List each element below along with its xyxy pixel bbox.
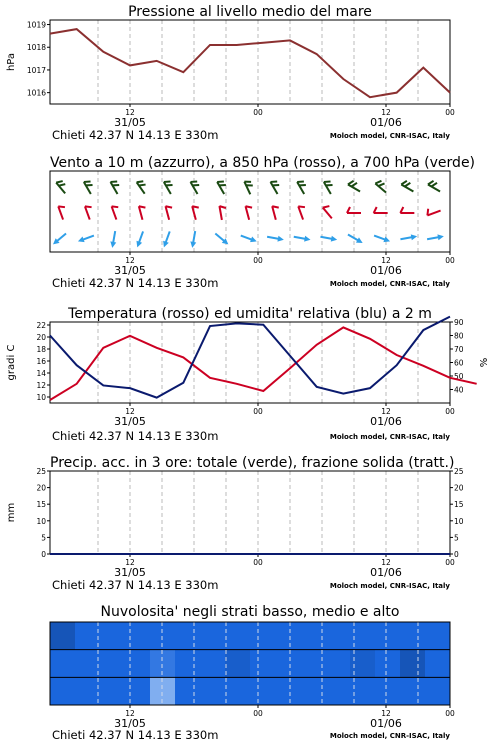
cloud-cell: [150, 677, 176, 705]
wind-barb: [164, 179, 176, 194]
y-tick-label: 20: [454, 483, 464, 493]
cloud-cell: [175, 622, 201, 650]
date-label: 01/06: [370, 264, 402, 277]
wind-barb: [427, 233, 445, 242]
cloud-cell: [175, 677, 201, 705]
x-tick-label: 00: [445, 256, 455, 265]
wind-barb-stroke: [298, 206, 303, 219]
cloud-cell: [125, 650, 151, 678]
wind-barb-stroke: [139, 206, 143, 220]
location-label: Chieti 42.37 N 14.13 E 330m: [52, 128, 219, 142]
wind-barb: [240, 233, 258, 244]
wind-barb: [112, 204, 122, 219]
wind-barb-stroke: [112, 206, 117, 219]
temperature-title: Temperatura (rosso) ed umidita' relativa (blu) a 2 m: [68, 306, 432, 322]
cloud-cell: [175, 650, 201, 678]
cloud-cell: [425, 650, 451, 678]
wind-barb-stroke: [58, 206, 63, 219]
cloud-cell: [150, 650, 176, 678]
pressure-chart: [0, 4, 500, 144]
cloud-cell: [250, 622, 276, 650]
location-label: Chieti 42.37 N 14.13 E 330m: [52, 276, 219, 290]
y-tick-label: 40: [454, 385, 464, 395]
wind-barb-stroke: [331, 236, 338, 243]
wind-barb-stroke: [111, 182, 118, 194]
cloud-cell: [200, 650, 226, 678]
temperature-frame: [50, 322, 450, 403]
cloud-cell: [50, 677, 76, 705]
wind-barb: [346, 232, 364, 246]
y-tick-label: 25: [454, 467, 464, 476]
x-tick-label: 00: [253, 558, 263, 567]
wind-barb: [111, 179, 123, 194]
date-label: 31/05: [114, 566, 146, 579]
y-tick-label: 0: [454, 550, 459, 559]
wind-barb: [84, 179, 96, 194]
cloud-cell: [100, 622, 126, 650]
wind-barb: [246, 205, 255, 220]
x-tick-label: 12: [381, 108, 391, 117]
credit-label: Moloch model, CNR-ISAC, Italy: [329, 280, 450, 288]
x-tick-label: 12: [381, 709, 391, 718]
y-tick-label: 22: [36, 321, 46, 330]
y-tick-label: 70: [454, 345, 464, 354]
x-tick-label: 00: [445, 407, 455, 416]
precip-frame: [50, 471, 450, 554]
temperature-panel: [0, 306, 500, 446]
wind-barb: [109, 231, 118, 249]
cloud-cell: [375, 677, 401, 705]
temperature-line: [50, 327, 477, 400]
wind-barb: [348, 179, 363, 191]
wind-title: Vento a 10 m (azzurro), a 850 hPa (rosso), a 700 hPa (verde): [50, 155, 476, 171]
date-label: 31/05: [114, 415, 146, 428]
wind-barb-stroke: [109, 241, 116, 248]
precip-title: Precip. acc. in 3 ore: totale (verde), frazione solida (tratt.): [50, 455, 455, 471]
credit-label: Moloch model, CNR-ISAC, Italy: [329, 582, 450, 590]
temperature-chart: [0, 306, 500, 446]
wind-barb: [293, 234, 311, 243]
y-tick-label: 90: [454, 318, 464, 327]
wind-barb: [85, 204, 95, 219]
cloud-cell: [125, 622, 151, 650]
x-tick-label: 12: [125, 256, 135, 265]
wind-barb: [192, 205, 201, 220]
cloud-cell: [225, 677, 251, 705]
x-tick-label: 00: [253, 709, 263, 718]
cloud-cell: [325, 622, 351, 650]
cloud-cell: [400, 622, 426, 650]
cloud-cell: [100, 650, 126, 678]
date-label: 01/06: [370, 717, 402, 730]
wind-barb: [400, 233, 418, 242]
wind-chart: [0, 155, 500, 295]
wind-barb-stroke: [271, 182, 278, 194]
x-tick-label: 12: [381, 407, 391, 416]
y-axis-label: mm: [6, 502, 17, 523]
x-tick-label: 00: [253, 256, 263, 265]
wind-barb: [189, 231, 198, 249]
wind-barb: [272, 205, 281, 220]
wind-barb: [137, 179, 150, 194]
y-tick-label: 15: [36, 500, 46, 510]
wind-barb: [139, 205, 148, 220]
cloud-cell: [200, 677, 226, 705]
y-tick-label: 50: [454, 372, 464, 381]
y-tick-label: 16: [36, 357, 46, 366]
humidity-line: [50, 317, 450, 398]
x-tick-label: 12: [125, 108, 135, 117]
wind-barb-stroke: [277, 236, 284, 243]
cloud-cell: [125, 677, 151, 705]
location-label: Chieti 42.37 N 14.13 E 330m: [52, 578, 219, 592]
cloud-cell: [225, 622, 251, 650]
cloud-cell: [325, 677, 351, 705]
wind-barb: [77, 233, 95, 244]
y-axis-label: hPa: [6, 52, 17, 72]
wind-barb-stroke: [250, 237, 258, 245]
x-tick-label: 12: [381, 256, 391, 265]
date-label: 31/05: [114, 717, 146, 730]
cloud-cell: [425, 677, 451, 705]
wind-barb-stroke: [437, 233, 444, 240]
wind-barb: [161, 230, 172, 248]
y-tick-label: 1016: [26, 88, 46, 98]
location-label: Chieti 42.37 N 14.13 E 330m: [52, 429, 219, 443]
wind-barb-stroke: [134, 241, 142, 249]
wind-barb: [375, 179, 390, 193]
y-tick-label: 1017: [26, 65, 46, 75]
cloud-cell: [75, 650, 101, 678]
credit-label: Moloch model, CNR-ISAC, Italy: [329, 732, 450, 740]
wind-barb-stroke: [217, 182, 224, 194]
pressure-panel: [0, 4, 500, 144]
cloud-cell: [200, 622, 226, 650]
wind-barb: [298, 204, 308, 219]
cloud-cell: [325, 650, 351, 678]
wind-barb-stroke: [383, 237, 391, 245]
cloud-cell: [425, 622, 451, 650]
wind-barb: [213, 231, 230, 247]
cloud-cell: [250, 677, 276, 705]
cloud-cell: [375, 622, 401, 650]
wind-barb: [191, 179, 203, 194]
wind-barb-stroke: [356, 237, 364, 245]
cloud-cell: [275, 622, 301, 650]
y-tick-label: 20: [36, 483, 46, 493]
date-label: 01/06: [370, 415, 402, 428]
y-tick-label: 1019: [26, 20, 46, 30]
x-tick-label: 00: [445, 108, 455, 117]
wind-barb: [271, 179, 283, 194]
cloud-cell: [400, 677, 426, 705]
wind-barb: [244, 179, 255, 194]
wind-barb-stroke: [427, 211, 440, 216]
date-label: 31/05: [114, 116, 146, 129]
cloud-cell: [50, 650, 76, 678]
wind-barb: [56, 179, 70, 194]
precip-chart: [0, 455, 500, 595]
wind-barb: [58, 204, 68, 219]
cloud-cell: [150, 622, 176, 650]
y-tick-label: 12: [36, 381, 46, 390]
cloud-cell: [250, 650, 276, 678]
y-tick-label: 80: [454, 331, 464, 341]
wind-barb-stroke: [189, 241, 196, 248]
y-tick-label: 10: [36, 516, 46, 526]
cloud-cell: [275, 677, 301, 705]
cloud-cell: [275, 650, 301, 678]
wind-barb: [320, 234, 338, 243]
wind-barb-stroke: [166, 206, 170, 220]
cloud-panel: [0, 604, 500, 750]
wind-barb: [425, 205, 440, 215]
wind-barb: [428, 179, 443, 191]
y-tick-label: 14: [36, 369, 46, 378]
cloud-cell: [75, 622, 101, 650]
y-tick-label: 5: [454, 533, 459, 543]
credit-label: Moloch model, CNR-ISAC, Italy: [329, 132, 450, 140]
wind-barb: [373, 233, 391, 244]
date-label: 01/06: [370, 566, 402, 579]
pressure-frame: [50, 20, 450, 104]
cloud-cell: [225, 650, 251, 678]
x-tick-label: 12: [125, 407, 135, 416]
y-tick-label: 0: [41, 550, 46, 559]
precip-panel: [0, 455, 500, 595]
x-tick-label: 00: [445, 709, 455, 718]
y-tick-label: 5: [41, 533, 46, 543]
x-tick-label: 12: [381, 558, 391, 567]
wind-barb-stroke: [164, 182, 171, 194]
y-tick-label: 25: [36, 467, 46, 476]
y-tick-label: 10: [454, 516, 464, 526]
y-tick-label: 10: [36, 393, 46, 402]
wind-barb: [323, 204, 337, 219]
wind-barb: [400, 207, 414, 213]
wind-barb-stroke: [244, 182, 250, 195]
x-tick-label: 00: [253, 108, 263, 117]
wind-barb: [219, 205, 227, 220]
wind-barb-stroke: [411, 233, 418, 240]
y-axis-label: gradi C: [6, 344, 17, 381]
y-tick-label: 18: [36, 345, 46, 354]
pressure-title: Pressione al livello medio del mare: [128, 4, 372, 20]
x-tick-label: 00: [445, 558, 455, 567]
x-tick-label: 12: [125, 709, 135, 718]
y-axis-label-right: %: [479, 357, 490, 368]
credit-label: Moloch model, CNR-ISAC, Italy: [329, 433, 450, 441]
wind-barb: [267, 234, 285, 243]
wind-barb: [297, 179, 309, 194]
location-label: Chieti 42.37 N 14.13 E 330m: [52, 728, 219, 742]
y-tick-label: 20: [36, 333, 46, 342]
wind-barb-stroke: [304, 236, 311, 243]
wind-barb: [217, 179, 229, 194]
wind-panel: [0, 155, 500, 295]
cloud-cell: [100, 677, 126, 705]
wind-barb-stroke: [324, 182, 331, 194]
y-tick-label: 1018: [26, 43, 46, 53]
wind-barb-stroke: [297, 182, 304, 194]
cloud-cell: [400, 650, 426, 678]
y-tick-label: 60: [454, 358, 464, 368]
wind-barb: [166, 205, 175, 220]
wind-barb-stroke: [323, 208, 332, 219]
x-tick-label: 12: [125, 558, 135, 567]
y-tick-label: 15: [454, 500, 464, 510]
date-label: 31/05: [114, 264, 146, 277]
cloud-cell: [50, 622, 76, 650]
wind-barb-stroke: [219, 206, 221, 220]
wind-barb: [134, 230, 145, 248]
wind-barb-stroke: [85, 206, 90, 219]
wind-barb-stroke: [84, 182, 91, 194]
wind-barb: [401, 179, 416, 191]
cloud-cell: [375, 650, 401, 678]
x-tick-label: 00: [253, 407, 263, 416]
wind-barb-stroke: [246, 206, 250, 220]
date-label: 01/06: [370, 116, 402, 129]
wind-barb: [51, 231, 68, 247]
pressure-line: [50, 29, 450, 97]
cloud-cell: [75, 677, 101, 705]
wind-barb-stroke: [77, 237, 85, 245]
cloud-title: Nuvolosita' negli strati basso, medio e alto: [100, 604, 400, 620]
wind-barb: [324, 179, 336, 194]
wind-barb-stroke: [272, 206, 276, 220]
